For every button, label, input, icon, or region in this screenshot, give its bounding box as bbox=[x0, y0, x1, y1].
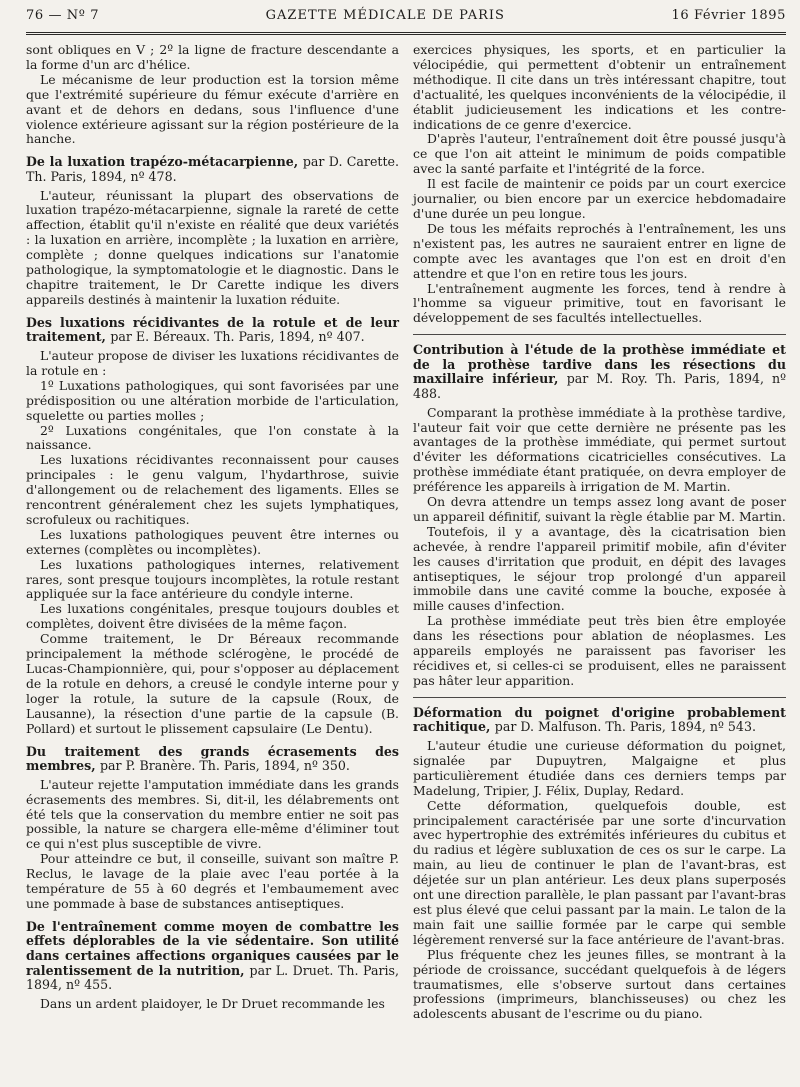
paragraph: Plus fréquente chez les jeunes filles, se montrant à la période de croissance, succédant quelquefois à de légers traumatismes, elle s'observe surtout dans certaines professions (imprimeurs, blanchisseuses) ou chez les adolescents abusant de l'escrime ou du piano. bbox=[413, 946, 786, 1022]
article-poignet bbox=[413, 706, 786, 1022]
paragraph: Les luxations pathologiques internes, relativement rares, sont presque toujours incomplètes, la rotule restant appliquée sur la face antérieure du condyle interne. bbox=[26, 556, 399, 602]
article-title: Déformation du poignet d'origine probablement rachitique, par D. Malfuson. Th. Paris, 1894, nº 543. bbox=[413, 704, 786, 735]
paragraph: sont obliques en V ; 2º la ligne de fracture descendante a la forme d'un arc d'hélice. bbox=[26, 42, 399, 72]
paragraph: L'auteur propose de diviser les luxations récidivantes de la rotule en : bbox=[26, 347, 399, 378]
article-title: De la luxation trapézo-métacarpienne, par D. Carette. Th. Paris, 1894, nº 478. bbox=[26, 154, 399, 184]
text-columns bbox=[26, 43, 786, 1022]
article-prothese bbox=[413, 343, 786, 689]
paragraph: L'auteur étudie une curieuse déformation du poignet, signalée par Dupuytren, Malgaigne et plus particulièrement étudiée dans ces derniers temps par Madelung, Tripier, J. Félix, Duplay, Redard. bbox=[413, 738, 786, 798]
paragraph: D'après l'auteur, l'entraînement doit être poussé jusqu'à ce que l'on ait atteint le minimum de poids compatible avec la santé parfaite et l'intégrité de la force. bbox=[413, 131, 786, 177]
journal-title: GAZETTE MÉDICALE DE PARIS bbox=[265, 8, 505, 23]
article-title: De l'entraînement comme moyen de combattre les effets déplorables de la vie sédentaire. Son utilité dans certaines affections organiques causées par le ralentissement de la nutrition, par L. Druet. Th. Paris, 1894, nº 455. bbox=[26, 918, 399, 993]
article-entrainement bbox=[26, 920, 399, 1012]
right-column bbox=[413, 43, 786, 1022]
paragraph: L'auteur, réunissant la plupart des observations de luxation trapézo-métacarpienne, signale la rareté de cette affection, établit qu'il n'existe en réalité que deux variétés : la luxation en arrière, incomplète ; la luxation en arrière, complète ; donne quelques indications sur l'anatomie pathologique, la symptomatologie et le diagnostic. Dans le chapitre traitement, le Dr Carette indique les divers appareils destinés à maintenir la luxation réduite. bbox=[26, 187, 399, 307]
header-rule bbox=[26, 32, 786, 35]
paragraph: L'entraînement augmente les forces, tend à rendre à l'homme sa vigueur primitive, tout en favorisant le développement de ses facultés intellectuelles. bbox=[413, 280, 786, 326]
article-rotule bbox=[26, 316, 399, 737]
article-reference: par L. Druet. Th. Paris, 1894, nº 455. bbox=[26, 962, 399, 993]
continued-text bbox=[413, 43, 786, 326]
paragraph: De tous les méfaits reprochés à l'entraînement, les uns n'existent pas, les autres ne sauraient entrer en ligne de compte avec les avantages que l'on est en droit d'en attendre et que l'on en retire tous les jours. bbox=[413, 220, 786, 281]
page-number: 76 — Nº 7 bbox=[26, 8, 100, 23]
paragraph: Les luxations congénitales, presque toujours doubles et complètes, doivent être divisées de la même façon. bbox=[26, 601, 399, 632]
article-divider bbox=[413, 334, 786, 335]
article-title: Des luxations récidivantes de la rotule et de leur traitement, par E. Béreaux. Th. Paris, 1894, nº 407. bbox=[26, 314, 399, 345]
article-reference: par M. Roy. Th. Paris, 1894, nº 488. bbox=[413, 371, 786, 401]
paragraph: Cette déformation, quelquefois double, est principalement caractérisée par une sorte d'incurvation avec hypertrophie des extrémités inférieures du cubitus et du radius et légère subluxation de ces os sur le carpe. La main, au lieu de continuer le plan de l'avant-bras, est déjetée sur un plan antérieur. Les deux plans superposés ont une direction parallèle, le plan passant par l'avant-bras est plus élevé que celui passant par la main. Le talon de la main fait une saillie formée par le carpe qui semble légèrement renversé sur la face antérieure de l'avant-bras. bbox=[413, 797, 786, 947]
article-title: Du traitement des grands écrasements des membres, par P. Branère. Th. Paris, 1894, nº 350. bbox=[26, 743, 399, 774]
paragraph: exercices physiques, les sports, et en particulier la vélocipédie, qui permettent d'obtenir un entraînement méthodique. Il cite dans un très intéressant chapitre, tout d'actualité, les quelques inconvénients de la vélocipédie, il établit judicieusement les indications et les contre-indications de ce genre d'exercice. bbox=[413, 42, 786, 132]
left-column bbox=[26, 43, 399, 1022]
paragraph: Dans un ardent plaidoyer, le Dr Druet recommande les bbox=[40, 995, 385, 1011]
paragraph: La prothèse immédiate peut très bien être employée dans les résections pour ablation de néoplasmes. Les appareils employés ne paraissent pas favoriser les récidives et, si celles-ci se produisent, elles ne paraissent pas hâter leur apparition. bbox=[413, 613, 786, 688]
article-ecrasements bbox=[26, 745, 399, 912]
article-reference: par D. Carette. Th. Paris, 1894, nº 478. bbox=[26, 154, 399, 184]
paragraph: On devra attendre un temps assez long avant de poser un appareil définitif, suivant la règle établie par M. Martin. bbox=[413, 494, 786, 524]
article-trapezo bbox=[26, 155, 399, 307]
paragraph: Toutefois, il y a avantage, dès la cicatrisation bien achevée, à rendre l'appareil primitif mobile, afin d'éviter les causes d'irritation que produit, en dépit des lavages antiseptiques, le séjour trop prolongé d'un appareil immobile dans une cavité comme la bouche, exposée à mille causes d'infection. bbox=[413, 523, 786, 614]
article-reference: par E. Béreaux. Th. Paris, 1894, nº 407. bbox=[110, 329, 365, 345]
issue-date: 16 Février 1895 bbox=[671, 8, 786, 23]
continued-text bbox=[26, 43, 399, 147]
paragraph: Comme traitement, le Dr Béreaux recommande principalement la méthode sclérogène, le procédé de Lucas-Championnière, qui, pour s'opposer au déplacement de la rotule en dehors, a creusé le condyle interne pour y loger la rotule, la suture de la capsule (Roux, de Lausanne), la résection d'une partie de la capsule (B. Pollard) et surtout le plissement capsulaire (Le Dentu). bbox=[26, 631, 399, 736]
paragraph: Pour atteindre ce but, il conseille, suivant son maître P. Reclus, le lavage de la plaie avec l'eau portée à la température de 55 à 60 degrés et l'embaumement avec une pommade à base de substances antiseptiques. bbox=[26, 851, 399, 911]
paragraph: L'auteur rejette l'amputation immédiate dans les grands écrasements des membres. Si, dit-il, les délabrements ont été tels que la conservation du membre entier ne soit pas possible, la nature se chargera elle-même d'éliminer tout ce qui n'est plus susceptible de vivre. bbox=[26, 776, 399, 852]
article-reference: par P. Branère. Th. Paris, 1894, nº 350. bbox=[99, 758, 350, 774]
article-reference: par D. Malfuson. Th. Paris, 1894, nº 543. bbox=[494, 719, 756, 735]
paragraph: Les luxations récidivantes reconnaissent pour causes principales : le genu valgum, l'hydarthrose, suivie d'allongement ou de relachement des ligaments. Elles se rencontrent généralement chez les sujets lymphatiques, scrofuleux ou rachitiques. bbox=[26, 452, 399, 527]
article-title: Contribution à l'étude de la prothèse immédiate et de la prothèse tardive dans les résections du maxillaire inférieur, par M. Roy. Th. Paris, 1894, nº 488. bbox=[413, 342, 786, 401]
paragraph: Le mécanisme de leur production est la torsion même que l'extrémité supérieure du fémur exécute d'arrière en avant et de dehors en dedans, sous l'influence d'une violence extérieure agissant sur la région postérieure de la hanche. bbox=[26, 71, 399, 147]
paragraph: 2º Luxations congénitales, que l'on constate à la naissance. bbox=[26, 422, 399, 453]
paragraph: Comparant la prothèse immédiate à la prothèse tardive, l'auteur fait voir que cette dernière ne présente pas les avantages de la prothèse immédiate, qui permet surtout d'éviter les déformations cicatricielles consécutives. La prothèse immédiate étant pratiquée, on devra employer de préférence les appareils à irrigation de M. Martin. bbox=[413, 404, 786, 495]
paragraph: 1º Luxations pathologiques, qui sont favorisées par une prédisposition ou une altération morbide de l'articulation, squelette ou parties molles ; bbox=[26, 377, 399, 423]
page-header bbox=[26, 8, 786, 30]
paragraph: Les luxations pathologiques peuvent être internes ou externes (complètes ou incomplètes). bbox=[26, 526, 399, 557]
paragraph: Il est facile de maintenir ce poids par un court exercice journalier, ou bien encore par un exercice hebdomadaire d'une durée un peu longue. bbox=[413, 176, 786, 221]
article-divider bbox=[413, 697, 786, 698]
